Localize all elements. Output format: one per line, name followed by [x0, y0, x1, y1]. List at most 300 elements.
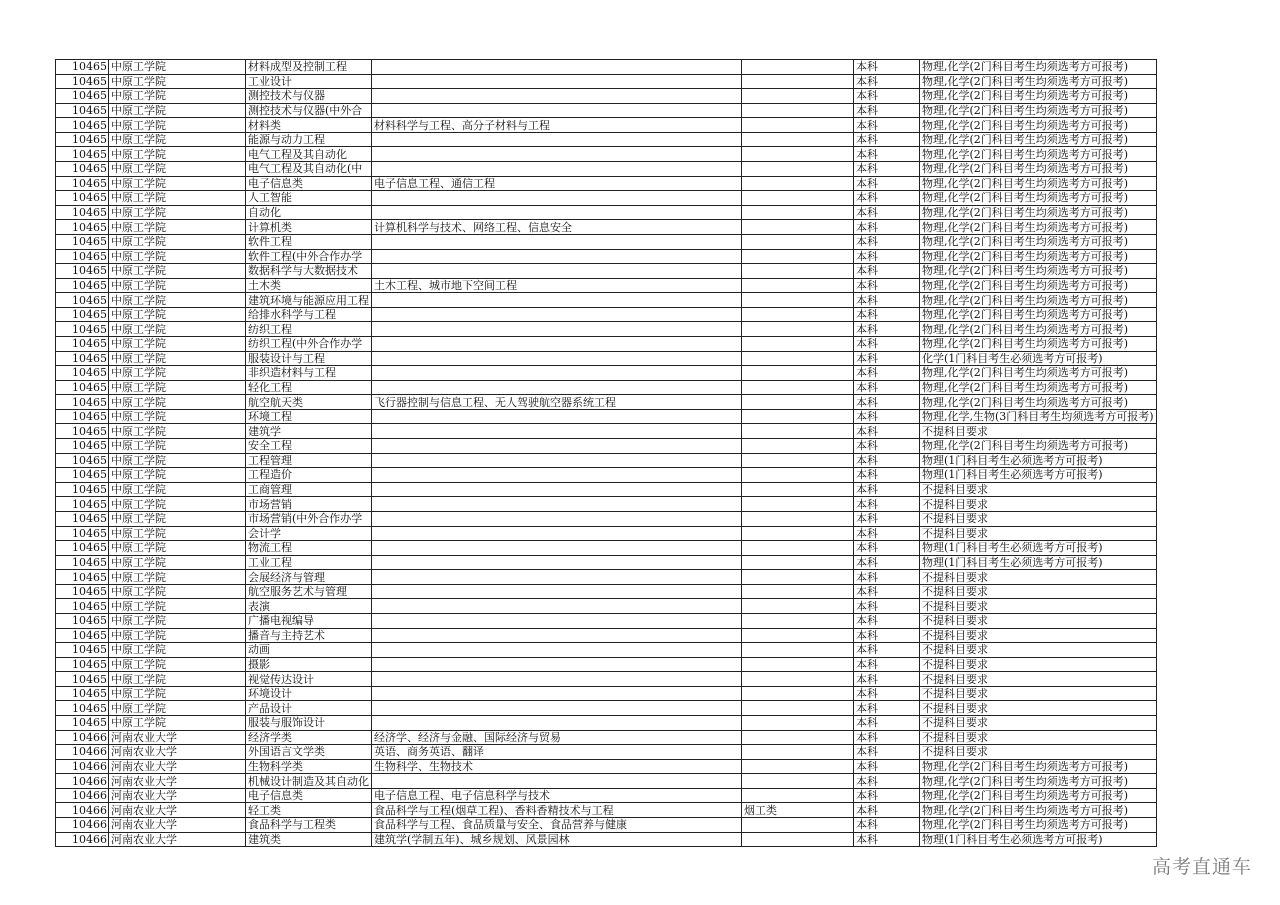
- school-name-cell: 中原工学院: [109, 395, 246, 410]
- school-name-cell: 中原工学院: [109, 628, 246, 643]
- school-code-cell: 10465: [56, 439, 109, 454]
- major-name-cell: 经济学类: [246, 730, 372, 745]
- table-row: [56, 745, 1157, 760]
- subject-requirement-cell: 物理,化学(2门科目考生均须选考方可报考): [920, 89, 1157, 104]
- included-majors-cell: [372, 439, 742, 454]
- included-majors-cell: [372, 424, 742, 439]
- included-majors-cell: [372, 541, 742, 556]
- table-row: [56, 307, 1157, 322]
- included-majors-cell: [372, 264, 742, 279]
- school-code-cell: 10465: [56, 191, 109, 206]
- included-majors-cell: [372, 336, 742, 351]
- level-cell: 本科: [854, 570, 920, 585]
- school-name-cell: 中原工学院: [109, 468, 246, 483]
- included-majors-cell: [372, 234, 742, 249]
- subject-requirement-cell: 物理,化学(2门科目考生均须选考方可报考): [920, 176, 1157, 191]
- remark-cell: [742, 191, 854, 206]
- school-code-cell: 10465: [56, 409, 109, 424]
- level-cell: 本科: [854, 205, 920, 220]
- major-name-cell: 摄影: [246, 657, 372, 672]
- subject-requirement-cell: 物理,化学(2门科目考生均须选考方可报考): [920, 307, 1157, 322]
- level-cell: 本科: [854, 220, 920, 235]
- remark-cell: [742, 322, 854, 337]
- remark-cell: [742, 672, 854, 687]
- remark-cell: [742, 147, 854, 162]
- table-row: [56, 118, 1157, 133]
- table-row: [56, 832, 1157, 847]
- included-majors-cell: 建筑学(学制五年)、城乡规划、风景园林: [372, 832, 742, 847]
- included-majors-cell: [372, 162, 742, 177]
- included-majors-cell: [372, 584, 742, 599]
- school-code-cell: 10465: [56, 103, 109, 118]
- school-code-cell: 10465: [56, 336, 109, 351]
- level-cell: 本科: [854, 832, 920, 847]
- school-code-cell: 10466: [56, 745, 109, 760]
- major-name-cell: 电气工程及其自动化(中: [246, 162, 372, 177]
- remark-cell: [742, 482, 854, 497]
- remark-cell: [742, 205, 854, 220]
- school-name-cell: 河南农业大学: [109, 745, 246, 760]
- subject-requirement-cell: 物理(1门科目考生必须选考方可报考): [920, 541, 1157, 556]
- school-code-cell: 10465: [56, 162, 109, 177]
- subject-requirement-cell: 物理(1门科目考生必须选考方可报考): [920, 453, 1157, 468]
- school-name-cell: 中原工学院: [109, 613, 246, 628]
- remark-cell: [742, 89, 854, 104]
- school-name-cell: 中原工学院: [109, 74, 246, 89]
- level-cell: 本科: [854, 336, 920, 351]
- school-name-cell: 中原工学院: [109, 643, 246, 658]
- table-row: [56, 613, 1157, 628]
- subject-requirement-cell: 物理,化学(2门科目考生均须选考方可报考): [920, 788, 1157, 803]
- remark-cell: [742, 759, 854, 774]
- school-code-cell: 10465: [56, 555, 109, 570]
- school-name-cell: 中原工学院: [109, 234, 246, 249]
- school-name-cell: 中原工学院: [109, 541, 246, 556]
- school-name-cell: 中原工学院: [109, 409, 246, 424]
- included-majors-cell: [372, 497, 742, 512]
- major-name-cell: 人工智能: [246, 191, 372, 206]
- table-row: [56, 526, 1157, 541]
- subject-requirement-cell: 不提科目要求: [920, 584, 1157, 599]
- included-majors-cell: [372, 409, 742, 424]
- level-cell: 本科: [854, 147, 920, 162]
- table-row: [56, 74, 1157, 89]
- school-name-cell: 中原工学院: [109, 89, 246, 104]
- school-name-cell: 中原工学院: [109, 264, 246, 279]
- major-name-cell: 产品设计: [246, 701, 372, 716]
- level-cell: 本科: [854, 818, 920, 833]
- remark-cell: [742, 613, 854, 628]
- remark-cell: [742, 584, 854, 599]
- subject-requirement-cell: 物理,化学(2门科目考生均须选考方可报考): [920, 220, 1157, 235]
- subject-requirement-cell: 不提科目要求: [920, 745, 1157, 760]
- school-name-cell: 河南农业大学: [109, 759, 246, 774]
- table-row: [56, 176, 1157, 191]
- remark-cell: [742, 118, 854, 133]
- included-majors-cell: [372, 380, 742, 395]
- table-row: [56, 701, 1157, 716]
- table-row: [56, 147, 1157, 162]
- included-majors-cell: [372, 366, 742, 381]
- school-code-cell: 10465: [56, 497, 109, 512]
- school-code-cell: 10465: [56, 220, 109, 235]
- included-majors-cell: [372, 103, 742, 118]
- level-cell: 本科: [854, 657, 920, 672]
- remark-cell: [742, 293, 854, 308]
- table-row: [56, 366, 1157, 381]
- major-name-cell: 电气工程及其自动化: [246, 147, 372, 162]
- school-code-cell: 10465: [56, 307, 109, 322]
- table-row: [56, 351, 1157, 366]
- school-code-cell: 10465: [56, 570, 109, 585]
- school-name-cell: 中原工学院: [109, 584, 246, 599]
- school-name-cell: 中原工学院: [109, 599, 246, 614]
- major-name-cell: 会计学: [246, 526, 372, 541]
- remark-cell: 烟工类: [742, 803, 854, 818]
- school-code-cell: 10465: [56, 366, 109, 381]
- remark-cell: [742, 249, 854, 264]
- included-majors-cell: [372, 307, 742, 322]
- subject-requirement-cell: 不提科目要求: [920, 424, 1157, 439]
- level-cell: 本科: [854, 672, 920, 687]
- major-name-cell: 环境工程: [246, 409, 372, 424]
- school-code-cell: 10465: [56, 672, 109, 687]
- level-cell: 本科: [854, 278, 920, 293]
- school-name-cell: 中原工学院: [109, 322, 246, 337]
- included-majors-cell: [372, 147, 742, 162]
- major-name-cell: 机械设计制造及其自动化: [246, 774, 372, 789]
- school-code-cell: 10465: [56, 176, 109, 191]
- school-name-cell: 中原工学院: [109, 205, 246, 220]
- table-row: [56, 730, 1157, 745]
- school-code-cell: 10466: [56, 803, 109, 818]
- school-code-cell: 10465: [56, 541, 109, 556]
- major-name-cell: 能源与动力工程: [246, 132, 372, 147]
- remark-cell: [742, 132, 854, 147]
- subject-requirement-cell: 物理,化学(2门科目考生均须选考方可报考): [920, 162, 1157, 177]
- subject-requirement-cell: 物理,化学(2门科目考生均须选考方可报考): [920, 322, 1157, 337]
- school-code-cell: 10466: [56, 730, 109, 745]
- school-name-cell: 中原工学院: [109, 701, 246, 716]
- subject-requirement-cell: 物理,化学(2门科目考生均须选考方可报考): [920, 336, 1157, 351]
- major-name-cell: 轻化工程: [246, 380, 372, 395]
- major-name-cell: 材料类: [246, 118, 372, 133]
- school-code-cell: 10465: [56, 424, 109, 439]
- school-name-cell: 河南农业大学: [109, 818, 246, 833]
- major-name-cell: 计算机类: [246, 220, 372, 235]
- major-name-cell: 给排水科学与工程: [246, 307, 372, 322]
- major-name-cell: 服装与服饰设计: [246, 716, 372, 731]
- level-cell: 本科: [854, 745, 920, 760]
- school-name-cell: 中原工学院: [109, 453, 246, 468]
- subject-requirement-cell: 物理,化学(2门科目考生均须选考方可报考): [920, 818, 1157, 833]
- remark-cell: [742, 60, 854, 75]
- included-majors-cell: [372, 526, 742, 541]
- major-name-cell: 建筑环境与能源应用工程: [246, 293, 372, 308]
- subject-requirement-cell: 物理,化学(2门科目考生均须选考方可报考): [920, 147, 1157, 162]
- subject-requirement-cell: 不提科目要求: [920, 716, 1157, 731]
- included-majors-cell: [372, 60, 742, 75]
- level-cell: 本科: [854, 468, 920, 483]
- subject-requirement-cell: 不提科目要求: [920, 643, 1157, 658]
- included-majors-cell: [372, 555, 742, 570]
- school-code-cell: 10465: [56, 118, 109, 133]
- included-majors-cell: [372, 453, 742, 468]
- level-cell: 本科: [854, 774, 920, 789]
- included-majors-cell: [372, 511, 742, 526]
- major-name-cell: 播音与主持艺术: [246, 628, 372, 643]
- subject-requirement-cell: 不提科目要求: [920, 686, 1157, 701]
- table-row: [56, 453, 1157, 468]
- subject-requirement-cell: 不提科目要求: [920, 497, 1157, 512]
- school-name-cell: 中原工学院: [109, 439, 246, 454]
- school-code-cell: 10466: [56, 818, 109, 833]
- school-code-cell: 10465: [56, 132, 109, 147]
- remark-cell: [742, 497, 854, 512]
- admission-requirements-table: [55, 59, 1157, 847]
- table-row: [56, 191, 1157, 206]
- level-cell: 本科: [854, 307, 920, 322]
- subject-requirement-cell: 化学(1门科目考生必须选考方可报考): [920, 351, 1157, 366]
- subject-requirement-cell: 物理,化学(2门科目考生均须选考方可报考): [920, 205, 1157, 220]
- subject-requirement-cell: 不提科目要求: [920, 482, 1157, 497]
- remark-cell: [742, 730, 854, 745]
- level-cell: 本科: [854, 191, 920, 206]
- table-row: [56, 468, 1157, 483]
- level-cell: 本科: [854, 759, 920, 774]
- remark-cell: [742, 628, 854, 643]
- level-cell: 本科: [854, 555, 920, 570]
- major-name-cell: 数据科学与大数据技术: [246, 264, 372, 279]
- school-code-cell: 10465: [56, 380, 109, 395]
- level-cell: 本科: [854, 89, 920, 104]
- table-row: [56, 409, 1157, 424]
- remark-cell: [742, 409, 854, 424]
- major-name-cell: 电子信息类: [246, 176, 372, 191]
- table-row: [56, 220, 1157, 235]
- school-name-cell: 中原工学院: [109, 686, 246, 701]
- table-row: [56, 380, 1157, 395]
- table-row: [56, 424, 1157, 439]
- table-row: [56, 60, 1157, 75]
- included-majors-cell: 电子信息工程、电子信息科学与技术: [372, 788, 742, 803]
- school-code-cell: 10465: [56, 584, 109, 599]
- level-cell: 本科: [854, 788, 920, 803]
- included-majors-cell: 土木工程、城市地下空间工程: [372, 278, 742, 293]
- school-name-cell: 中原工学院: [109, 336, 246, 351]
- remark-cell: [742, 424, 854, 439]
- included-majors-cell: [372, 89, 742, 104]
- level-cell: 本科: [854, 351, 920, 366]
- subject-requirement-cell: 物理,化学(2门科目考生均须选考方可报考): [920, 103, 1157, 118]
- subject-requirement-cell: 物理,化学(2门科目考生均须选考方可报考): [920, 395, 1157, 410]
- table-row: [56, 541, 1157, 556]
- school-code-cell: 10465: [56, 264, 109, 279]
- remark-cell: [742, 555, 854, 570]
- major-name-cell: 安全工程: [246, 439, 372, 454]
- table-row: [56, 249, 1157, 264]
- major-name-cell: 电子信息类: [246, 788, 372, 803]
- subject-requirement-cell: 物理,化学(2门科目考生均须选考方可报考): [920, 293, 1157, 308]
- school-name-cell: 中原工学院: [109, 657, 246, 672]
- remark-cell: [742, 176, 854, 191]
- major-name-cell: 测控技术与仪器: [246, 89, 372, 104]
- remark-cell: [742, 701, 854, 716]
- school-name-cell: 中原工学院: [109, 176, 246, 191]
- school-name-cell: 中原工学院: [109, 526, 246, 541]
- remark-cell: [742, 264, 854, 279]
- school-name-cell: 河南农业大学: [109, 788, 246, 803]
- major-name-cell: 材料成型及控制工程: [246, 60, 372, 75]
- subject-requirement-cell: 物理,化学(2门科目考生均须选考方可报考): [920, 264, 1157, 279]
- school-code-cell: 10465: [56, 351, 109, 366]
- school-code-cell: 10465: [56, 482, 109, 497]
- included-majors-cell: [372, 351, 742, 366]
- included-majors-cell: [372, 599, 742, 614]
- table-row: [56, 234, 1157, 249]
- table-row: [56, 336, 1157, 351]
- major-name-cell: 航空服务艺术与管理: [246, 584, 372, 599]
- remark-cell: [742, 307, 854, 322]
- included-majors-cell: [372, 322, 742, 337]
- subject-requirement-cell: 物理,化学(2门科目考生均须选考方可报考): [920, 366, 1157, 381]
- major-name-cell: 工业工程: [246, 555, 372, 570]
- level-cell: 本科: [854, 716, 920, 731]
- subject-requirement-cell: 物理,化学(2门科目考生均须选考方可报考): [920, 249, 1157, 264]
- remark-cell: [742, 686, 854, 701]
- subject-requirement-cell: 物理,化学(2门科目考生均须选考方可报考): [920, 774, 1157, 789]
- included-majors-cell: [372, 672, 742, 687]
- major-name-cell: 建筑学: [246, 424, 372, 439]
- table-row: [56, 716, 1157, 731]
- school-name-cell: 中原工学院: [109, 191, 246, 206]
- school-name-cell: 中原工学院: [109, 716, 246, 731]
- table-row: [56, 322, 1157, 337]
- subject-requirement-cell: 物理,化学(2门科目考生均须选考方可报考): [920, 60, 1157, 75]
- table-row: [56, 584, 1157, 599]
- school-name-cell: 中原工学院: [109, 162, 246, 177]
- level-cell: 本科: [854, 526, 920, 541]
- table-row: [56, 89, 1157, 104]
- table-row: [56, 818, 1157, 833]
- table-row: [56, 395, 1157, 410]
- level-cell: 本科: [854, 234, 920, 249]
- major-name-cell: 广播电视编导: [246, 613, 372, 628]
- remark-cell: [742, 599, 854, 614]
- remark-cell: [742, 468, 854, 483]
- included-majors-cell: [372, 701, 742, 716]
- subject-requirement-cell: 物理,化学(2门科目考生均须选考方可报考): [920, 118, 1157, 133]
- school-code-cell: 10465: [56, 74, 109, 89]
- major-name-cell: 测控技术与仪器(中外合: [246, 103, 372, 118]
- subject-requirement-cell: 物理,化学,生物(3门科目考生均须选考方可报考): [920, 409, 1157, 424]
- included-majors-cell: [372, 482, 742, 497]
- included-majors-cell: 计算机科学与技术、网络工程、信息安全: [372, 220, 742, 235]
- table-row: [56, 759, 1157, 774]
- school-code-cell: 10465: [56, 234, 109, 249]
- level-cell: 本科: [854, 264, 920, 279]
- level-cell: 本科: [854, 628, 920, 643]
- subject-requirement-cell: 物理,化学(2门科目考生均须选考方可报考): [920, 759, 1157, 774]
- remark-cell: [742, 511, 854, 526]
- remark-cell: [742, 716, 854, 731]
- remark-cell: [742, 745, 854, 760]
- level-cell: 本科: [854, 511, 920, 526]
- remark-cell: [742, 526, 854, 541]
- level-cell: 本科: [854, 613, 920, 628]
- level-cell: 本科: [854, 395, 920, 410]
- school-name-cell: 中原工学院: [109, 147, 246, 162]
- school-code-cell: 10465: [56, 322, 109, 337]
- major-name-cell: 工业设计: [246, 74, 372, 89]
- major-name-cell: 会展经济与管理: [246, 570, 372, 585]
- included-majors-cell: 生物科学、生物技术: [372, 759, 742, 774]
- included-majors-cell: [372, 570, 742, 585]
- major-name-cell: 轻工类: [246, 803, 372, 818]
- included-majors-cell: [372, 686, 742, 701]
- included-majors-cell: [372, 249, 742, 264]
- major-name-cell: 软件工程(中外合作办学: [246, 249, 372, 264]
- table-row: [56, 103, 1157, 118]
- included-majors-cell: [372, 191, 742, 206]
- subject-requirement-cell: 不提科目要求: [920, 701, 1157, 716]
- major-name-cell: 工程造价: [246, 468, 372, 483]
- school-code-cell: 10465: [56, 89, 109, 104]
- major-name-cell: 服装设计与工程: [246, 351, 372, 366]
- remark-cell: [742, 162, 854, 177]
- school-name-cell: 中原工学院: [109, 60, 246, 75]
- table-row: [56, 511, 1157, 526]
- table-row: [56, 774, 1157, 789]
- included-majors-cell: 食品科学与工程、食品质量与安全、食品营养与健康: [372, 818, 742, 833]
- major-name-cell: 视觉传达设计: [246, 672, 372, 687]
- school-name-cell: 中原工学院: [109, 220, 246, 235]
- level-cell: 本科: [854, 162, 920, 177]
- remark-cell: [742, 657, 854, 672]
- remark-cell: [742, 234, 854, 249]
- level-cell: 本科: [854, 482, 920, 497]
- level-cell: 本科: [854, 701, 920, 716]
- major-name-cell: 非织造材料与工程: [246, 366, 372, 381]
- included-majors-cell: [372, 74, 742, 89]
- school-name-cell: 中原工学院: [109, 249, 246, 264]
- included-majors-cell: [372, 468, 742, 483]
- table-row: [56, 278, 1157, 293]
- included-majors-cell: 食品科学与工程(烟草工程)、香料香精技术与工程: [372, 803, 742, 818]
- major-name-cell: 软件工程: [246, 234, 372, 249]
- school-code-cell: 10465: [56, 511, 109, 526]
- school-code-cell: 10465: [56, 468, 109, 483]
- school-name-cell: 中原工学院: [109, 380, 246, 395]
- major-name-cell: 环境设计: [246, 686, 372, 701]
- table-row: [56, 264, 1157, 279]
- included-majors-cell: [372, 132, 742, 147]
- subject-requirement-cell: 不提科目要求: [920, 599, 1157, 614]
- subject-requirement-cell: 不提科目要求: [920, 570, 1157, 585]
- major-name-cell: 自动化: [246, 205, 372, 220]
- school-name-cell: 河南农业大学: [109, 803, 246, 818]
- table-row: [56, 570, 1157, 585]
- subject-requirement-cell: 物理,化学(2门科目考生均须选考方可报考): [920, 234, 1157, 249]
- remark-cell: [742, 395, 854, 410]
- level-cell: 本科: [854, 118, 920, 133]
- table-row: [56, 599, 1157, 614]
- major-name-cell: 工程管理: [246, 453, 372, 468]
- school-code-cell: 10466: [56, 774, 109, 789]
- level-cell: 本科: [854, 686, 920, 701]
- major-name-cell: 土木类: [246, 278, 372, 293]
- school-name-cell: 中原工学院: [109, 511, 246, 526]
